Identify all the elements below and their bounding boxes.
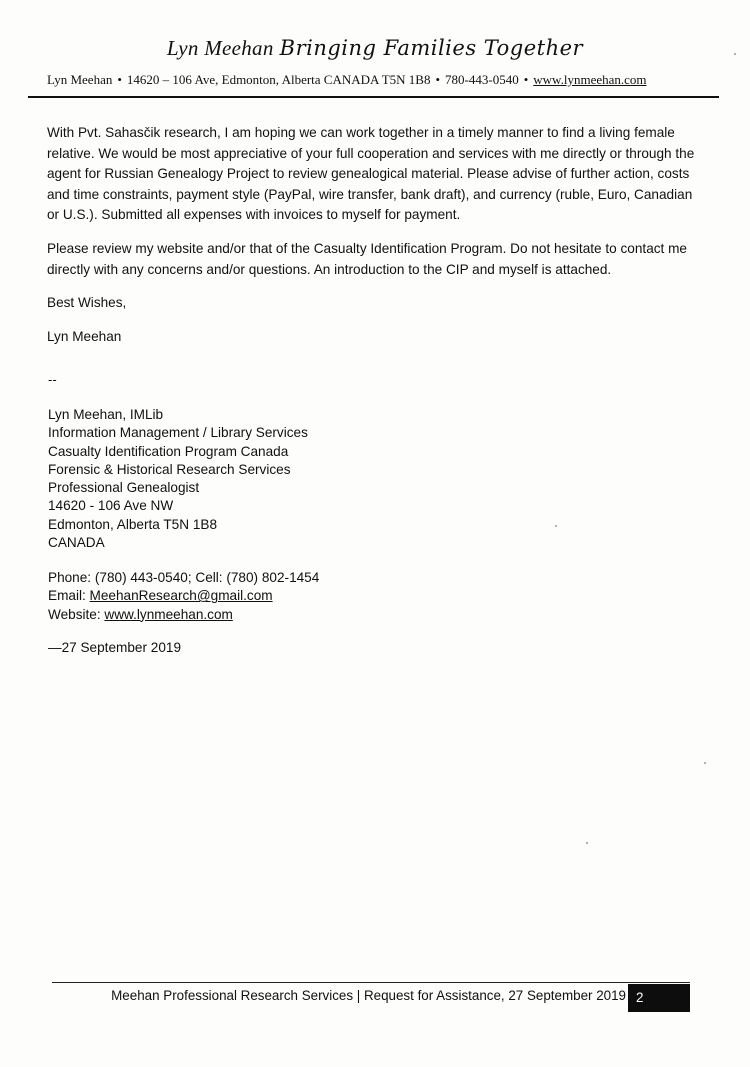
website-line: [48, 606, 319, 624]
footer-text: Meehan Professional Research Services | Request for Assistance, 27 September 2019: [111, 988, 626, 1003]
signature-line: Forensic & Historical Research Services: [48, 461, 291, 477]
closing-name: Lyn Meehan: [47, 328, 122, 344]
body-paragraph: With Pvt. Sahasčik research, I am hoping we can work together in a timely manner to find a living female relative. We would be most appreciative of your full cooperation and services with me directly or through the agent for Russian Genealogy Project to review genealogical material. Please advise of further action, costs and time constraints, payment style (PayPal, wire transfer, bank draft), and currency (ruble, Euro, Canadian or U.S.). Submitted all expenses with invoices to myself for payment.: [47, 125, 695, 223]
date-line: —27 September 2019: [48, 640, 182, 655]
email-label: Email:: [48, 588, 90, 604]
signature-line: Professional Genealogist: [48, 480, 200, 496]
body-paragraph: Please review my website and/or that of the Casualty Identification Program. Do not hesitate to contact me directly with any concerns and/or questions. An introduction to the CIP and myself is attached.: [47, 240, 687, 277]
letterhead-name: Lyn Meehan: [166, 36, 274, 60]
scan-speck: [704, 762, 706, 764]
signature-line: Information Management / Library Services: [48, 425, 308, 441]
signature-separator: --: [48, 372, 57, 387]
closing-salutation: Best Wishes,: [47, 295, 127, 311]
letterhead-address: [47, 72, 687, 88]
signature-line: 14620 - 106 Ave NW: [48, 498, 174, 514]
address-website-link[interactable]: www.lynmeehan.com: [533, 72, 647, 87]
letterhead-tagline: Bringing Families Together: [279, 36, 584, 60]
bullet-separator: •: [117, 72, 122, 87]
signature-line: Edmonton, Alberta T5N 1B8: [48, 516, 218, 532]
email-link[interactable]: MeehanResearch@gmail.com: [89, 588, 273, 604]
header-rule: [28, 96, 719, 98]
address-phone: 780-443-0540: [445, 72, 519, 87]
bullet-separator: •: [523, 72, 529, 87]
phone-line: Phone: (780) 443-0540; Cell: (780) 802-1454: [48, 570, 320, 585]
address-name: Lyn Meehan: [47, 72, 113, 87]
contact-block: [48, 569, 319, 624]
footer-rule: [52, 982, 690, 983]
page-number: 2: [628, 984, 690, 1012]
scan-speck: [586, 842, 588, 844]
address-street: 14620 – 106 Ave, Edmonton, Alberta CANADA T5N 1B8: [126, 72, 431, 87]
letterhead-title: [0, 36, 750, 61]
signature-line: Casualty Identification Program Canada: [48, 443, 289, 459]
bullet-separator: •: [435, 72, 441, 87]
website-label: Website:: [48, 606, 105, 622]
signature-line: CANADA: [48, 535, 105, 551]
signature-block: [48, 406, 308, 552]
website-link[interactable]: www.lynmeehan.com: [104, 606, 233, 622]
scan-speck: [734, 53, 736, 55]
email-line: [48, 587, 319, 605]
letter-body: [47, 123, 707, 360]
scan-speck: [555, 525, 557, 527]
signature-line: Lyn Meehan, IMLib: [48, 407, 164, 422]
